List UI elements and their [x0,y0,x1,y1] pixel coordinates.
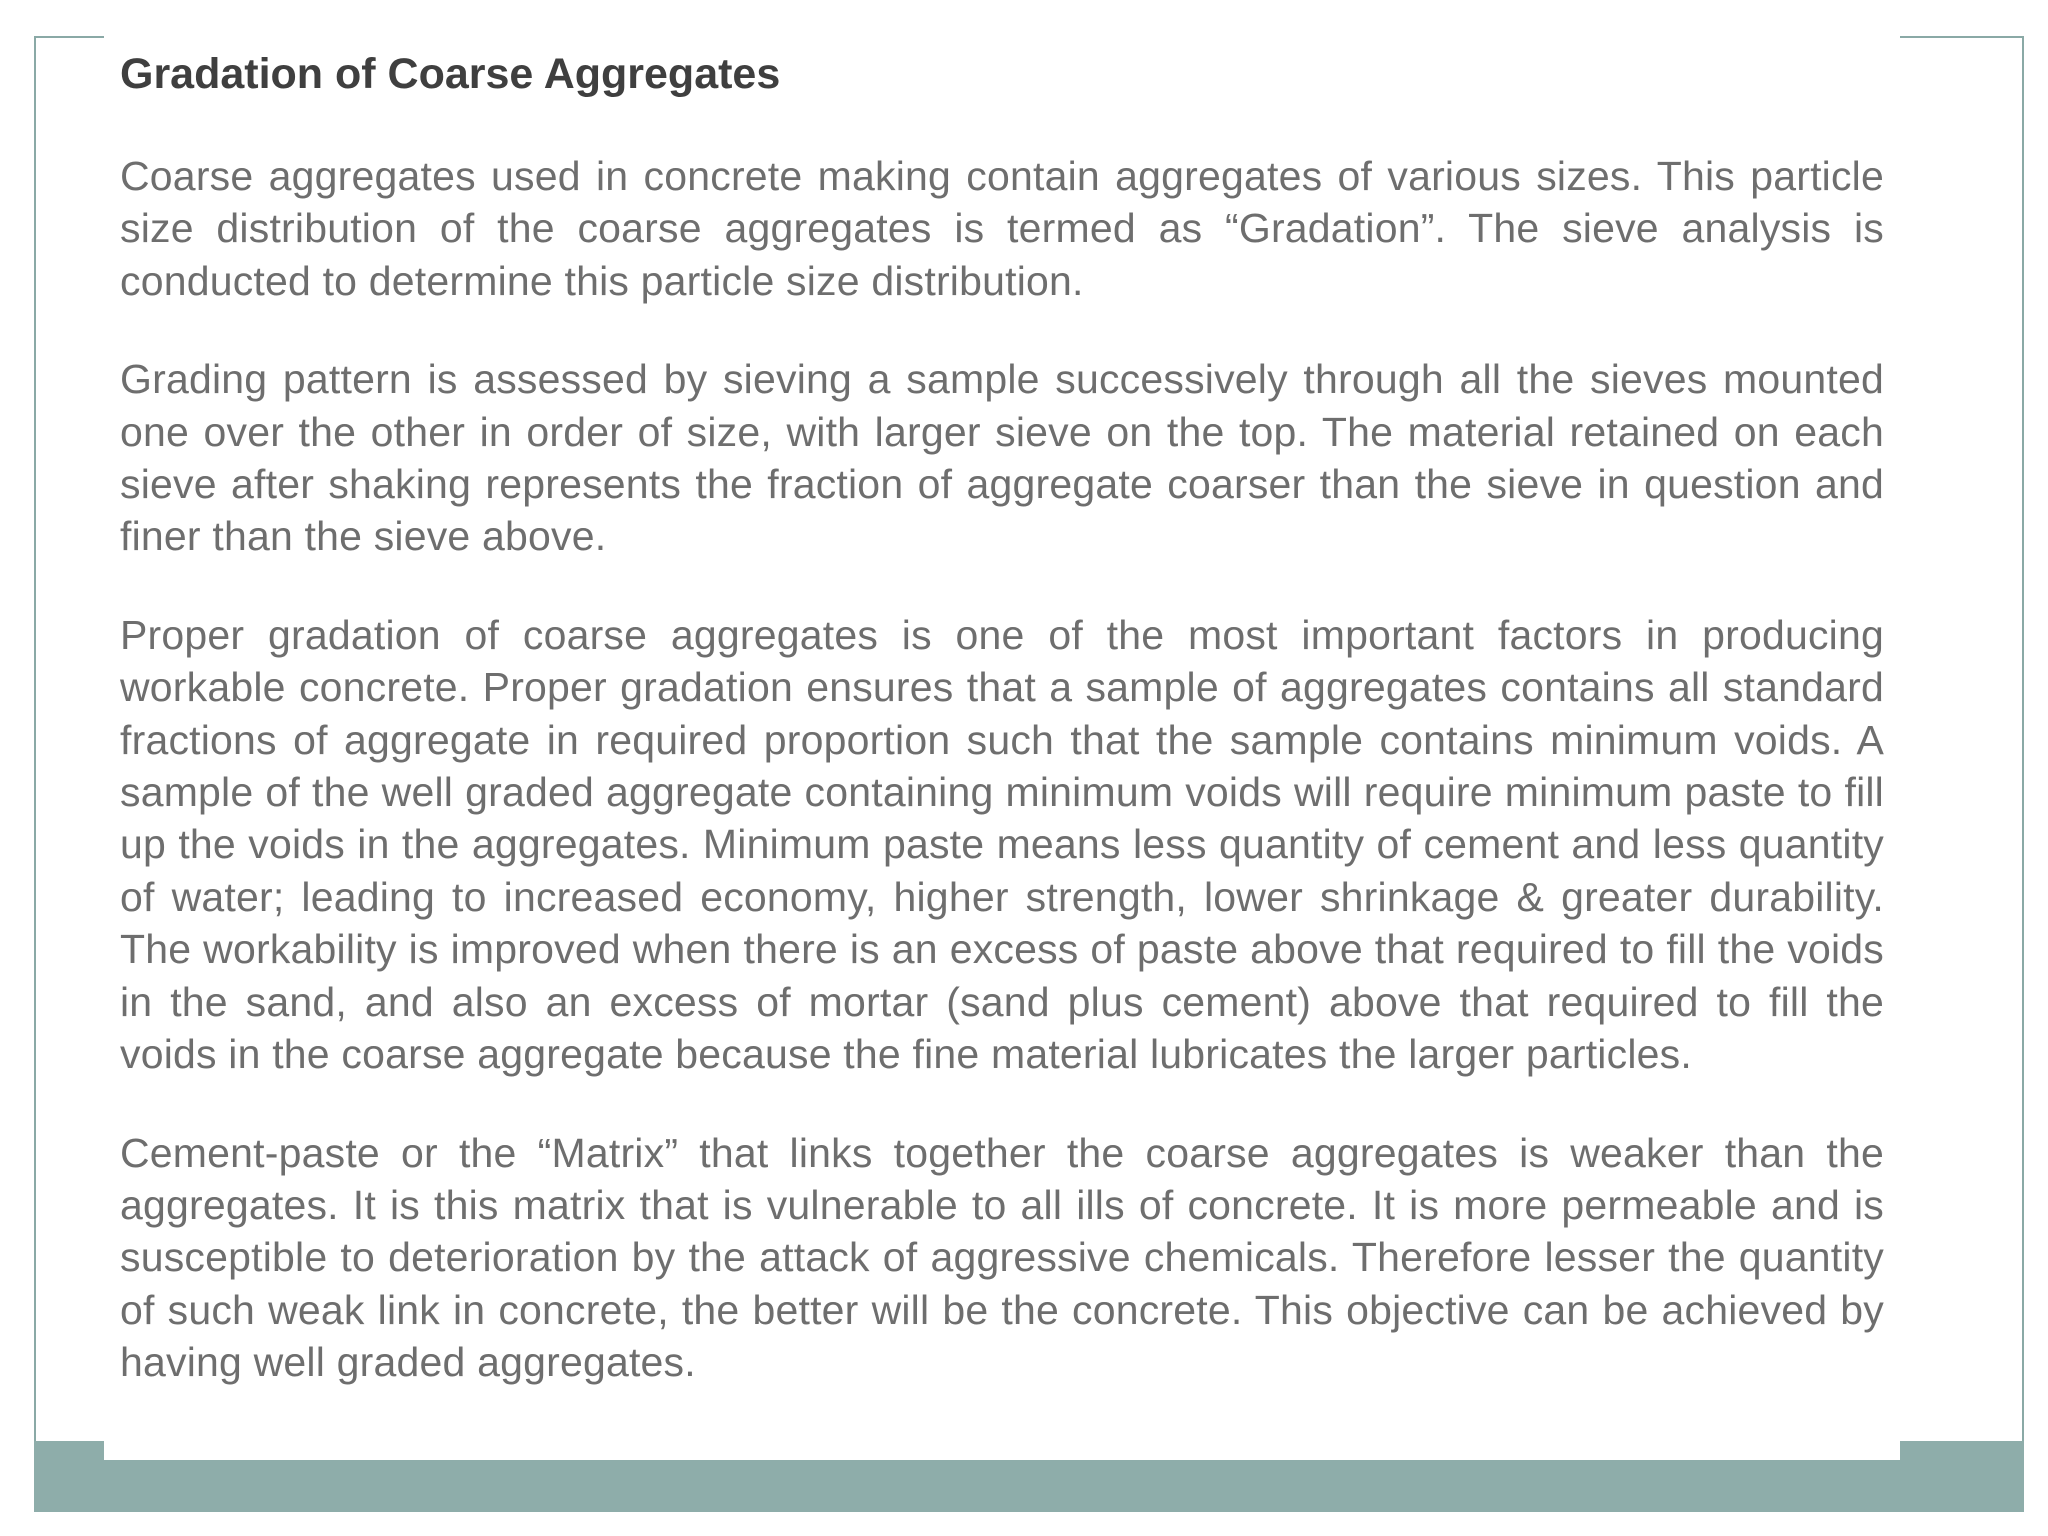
document-body [120,150,1884,1435]
paragraph-grading-pattern: Grading pattern is assessed by sieving a sample successively through all the sieves mounted one over the other in order of size, with larger sieve on the top. The material retained on each sieve after shaking represents the fraction of aggregate coarser than the sieve in question and finer than the sieve above. [120,356,1884,560]
paragraph-cement-paste-matrix: Cement-paste or the “Matrix” that links together the coarse aggregates is weaker than the aggregates. It is this matrix that is vulnerable to all ills of concrete. It is more permeable and is susceptible to deterioration by the attack of aggressive chemicals. Therefore lesser the quantity of such weak link in concrete, the better will be the concrete. This objective can be achieved by having well graded aggregates. [120,1129,1884,1386]
paragraph-proper-gradation: Proper gradation of coarse aggregates is one of the most important factors in producing workable concrete. Proper gradation ensures that a sample of aggregates contains all standard fractions of aggregate in required proportion such that the sample contains minimum voids. A sample of the well graded aggregate containing minimum voids will require minimum paste to fill up the voids in the aggregates. Minimum paste means less quantity of cement and less quantity of water; leading to increased economy, higher strength, lower shrinkage & greater durability. The workability is improved when there is an excess of paste above that required to fill the voids in the sand, and also an excess of mortar (sand plus cement) above that required to fill the voids in the coarse aggregate because the fine material lubricates the larger particles. [120,611,1884,1078]
paragraph-gradation-definition: Coarse aggregates used in concrete making contain aggregates of various sizes. This particle size distribution of the coarse aggregates is termed as “Gradation”. The sieve analysis is conducted to determine this particle size distribution. [120,153,1884,304]
document-title: Gradation of Coarse Aggregates [120,50,781,98]
